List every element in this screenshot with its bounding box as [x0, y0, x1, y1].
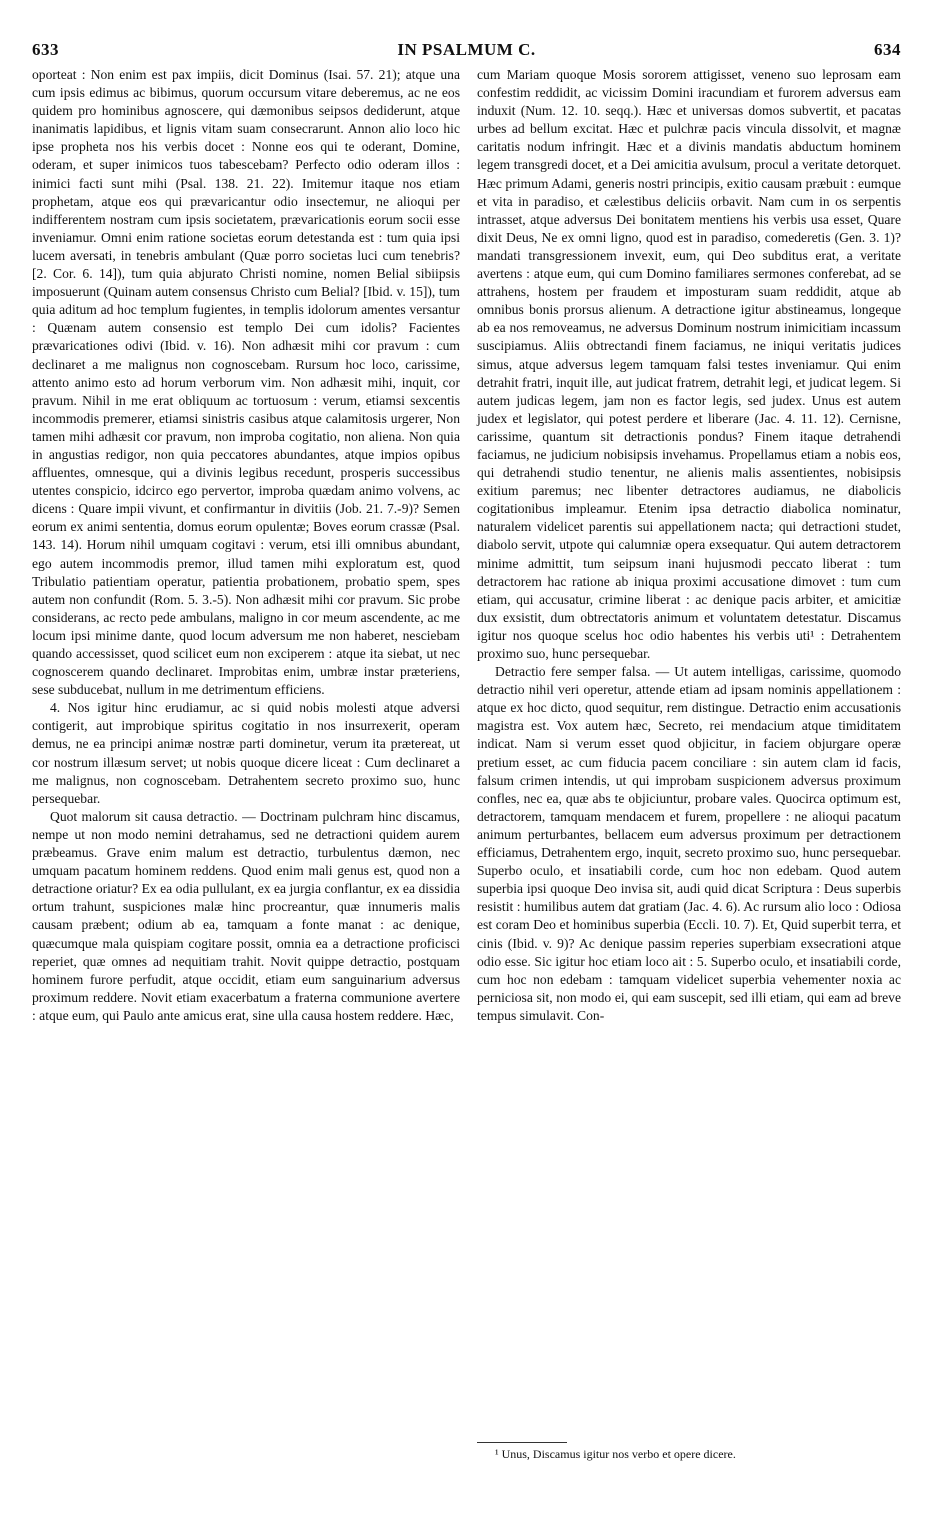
page-number-left: 633: [32, 40, 59, 59]
page-number-right: 634: [874, 40, 901, 59]
page-header: [32, 40, 901, 64]
left-column: [32, 66, 460, 1025]
right-column: [477, 66, 901, 1025]
footnote-divider: [477, 1442, 567, 1443]
paragraph: Quot malorum sit causa detractio. — Doctrinam pulchram hinc discamus, nempe ut non modo nemini detrahamus, sed ne detractioni quidem aurem præbeamus. Grave enim malum est detractio, turbulentus dæmon, nec umquam pacatum hominem reddens. Quod enim mali genus est, quod non a detractione oriatur? Ex ea odia pullulant, ex ea jurgia conflantur, ex ea dissidia ortum trahunt, suspiciones malæ hinc procreantur, quæ innumeris malis causam præbent; odium ab ea, tamquam a fonte manat : ac denique, quæcumque mala quispiam cogitare possit, omnia ea a detractione proficisci reperiet, quæ omnes ad nequitiam trahit. Novit quippe detractio, postquam hominem furore perfudit, atque occidit, etiam eum sanguinarium adversus proximum reddere. Novit etiam exacerbatum a fraterna communione avertere : atque eum, qui Paulo ante amicus erat, sine ulla causa hostem reddere. Hæc,: [32, 808, 460, 1023]
footnote: ¹ Unus, Discamus igitur nos verbo et opere dicere.: [495, 1447, 736, 1461]
paragraph: oporteat : Non enim est pax impiis, dicit Dominus (Isai. 57. 21); atque una cum ipsis edimus ac bibimus, quorum occursum vitare deberemus, ac ne eos quidem pro hominibus agnoscere, qui dæmonibus seipsos dediderunt, atque inanimatis lapidibus, et lignis vitam suam consecrarunt. Annon alio loco hic ipse propheta nos his verbis docet : Nonne eos qui te oderant, Domine, oderam, et super inimicos tuos tabescebam? Perfecto odio oderam illos : inimici facti sunt mihi (Psal. 138. 21. 22). Imitemur itaque nos etiam prophetam, atque eos qui prævaricantur odio insectemur, ne alioqui per indifferentem nostram cum ipsis societatem, prævaricationis eorum socii esse inveniamur. Omni enim ratione societas eorum detestanda est : tum quia ipsi lucem aversati, in tenebris ambulant (Quæ porro societas luci cum tenebris? [2. Cor. 6. 14]), tum quia abjurato Christi nomine, nomen Belial sibiipsis imposuerunt (Quinam autem consensus Christo cum Belial? [Ibid. v. 15]), tum quia aditum ad hoc templum fugientes, in templis idolorum amentes versantur : Quænam autem consensio est templo Dei cum idolis? Facientes prævaricationes odivi (Ibid. v. 16). Non adhæsit mihi cor pravum : cum declinaret a me malignus non cognoscebam. Rursum hoc loco, carissime, attento animo esto ad horum verborum vim. Non adhæsit mihi, inquit, cor pravum. Nihil in me erat obliquum ac tortuosum : verum, etiamsi sexcentis incommodis premerer, etiamsi sinistris casibus atque calamitosis urgerer, Non tamen mihi adhæsit cor pravum, non improba cogitatio, non aliena. Non quia in angustias redigor, non quia peccatores abundantes, atque impios opibus affluentes, omnesque, qui a divinis legibus recedunt, prosperis successibus utentes conspicio, idcirco ego pervertor, improba quædam animo volvens, ac dicens : Quare impii vivunt, et confirmantur in divitiis (Job. 21. 7.-9)? Semen eorum ex animi sententia, domus eorum opulentæ; Boves eorum crassæ (Psal. 143. 14). Horum nihil umquam cogitavi : verum, etsi illi omnibus abundant, ego autem incommodis premor, illud tamen mihi exploratum est, quod Tribulatio patientiam operatur, patientia probationem, probatio spem, spes autem non confundit (Rom. 5. 3.-5). Non adhæsit mihi cor pravum. Sic probe considerans, ac recto pede ambulans, maligno in cor meum ascendente, ac me locum ipsi minime dante, quod locum adversum me non haberet, nesciebam quando accessisset, quod scilicet eum non exciperem : atque ita siebat, ut nec cognoscerem quando declinaret. Improbitas enim, umbræ instar præteriens, sese subducebat, nullum in me detrimentum efficiens.: [32, 67, 460, 698]
paragraph: 4. Nos igitur hinc erudiamur, ac si quid nobis molesti atque adversi contigerit, aut improbique spiritus cogitatio in nos insurrexerit, operam demus, ne ea principi animæ nostræ parti dominetur, verum ita prætereat, ut cor nostrum illæsum servet; ut nobis quoque dicere liceat : Cum declinaret a me malignus, non cognoscebam. Detrahentem secreto proximo suo, hunc persequebar.: [32, 700, 460, 806]
running-title: IN PSALMUM C.: [397, 40, 536, 59]
paragraph: Detractio fere semper falsa. — Ut autem intelligas, carissime, quomodo detractio nihil veri operetur, attende etiam ad ipsam nominis appellationem : atque ex hoc dicto, quod sequitur, rem distingue. Detractio enim accusationis magistra est. Vox autem hæc, Secreto, rei mendacium atque timiditatem indicat. Nam si verum esset quod objicitur, in faciem objurgare operæ pretium esset, ac cum fiducia pacem conciliare : sin autem clam id facis, falsum crimen intendis, ut qui improbam suspicionem adversus proximum confles, nec ea, quæ abs te objiciuntur, probare vales. Quocirca optimum est, detractorem, tamquam mendacem et furem, propellere : ne alioqui pacatum animum perturbantes, bellacem eum adversus proximum per detractionem efficiamus, Detrahentem ergo, inquit, secreto proximo suo, hunc persequebar. Superbo oculo, et insatiabili corde, cum hoc non edebam. Quod autem superbia ipsi quoque Deo invisa sit, audi quid dicat Scriptura : Deus superbis resistit : humilibus autem dat gratiam (Jac. 4. 6). Ac rursum alio loco : Odiosa est coram Deo et hominibus superbia (Eccli. 10. 7). Et, Quid superbit terra, et cinis (Ibid. v. 9)? Ac denique passim reperies superbiam exsecrationi atque odio esse. Sic igitur hoc etiam loco ait : 5. Superbo oculo, et insatiabili corde, cum hoc non edebam : tamquam videlicet superbia vehementer noxia ac perniciosa sit, non modo ei, qui eam suscepit, sed illi etiam, qui eam ad breve tempus simulavit. Con-: [477, 664, 901, 1023]
paragraph: cum Mariam quoque Mosis sororem attigisset, veneno suo leprosam eam confestim reddidit, ac vicissim Domini iracundiam et furorem adversus eam induxit (Num. 12. 10. seqq.). Hæc et universas domos subvertit, et pacatas urbes ad bellum excitat. Hæc et pulchræ pacis vincula dissolvit, et magnæ caritatis nodum infringit. Hæc et a divinis mandatis abductum hominem legem transgredi docet, et a Dei amicitia avulsum, procul a veritate detorquet. Hæc primum Adami, generis nostri principis, exitio causam præbuit : eumque et vita in paradiso, et cælestibus deliciis orbavit. Nam cum in os serpentis intrasset, atque adversus Dei bonitatem mentiens his verbis usa esset, Quare dixit Deus, Ne ex omni ligno, quod est in paradiso, comederetis (Gen. 3. 1)? mandati transgressionem invexit, eum, qui Deo subditus erat, a veritate avertens : atque eum, qui cum Domino familiares sermones conferebat, ad se attrahens, hostem per fraudem et imposturam suam reddidit, atque ab omnibus bonis prorsus alienum. A detractione igitur abstineamus, longeque ab ea nos removeamus, ne adversus Dominum nostrum inimicitiam incassum suscipiamus. Aliis obtrectandi finem faciamus, ne iniqui veritatis judices simus, atque adversus legem tamquam falsi testes inveniamur. Qui enim detrahit fratri, inquit ille, aut judicat fratrem, detrahit legi, et judicat legem. Si autem judicas legem, jam non es factor legis, sed judex. Unus est autem judex et legislator, qui potest perdere et liberare (Jac. 4. 11. 12). Cernisne, carissime, quantum sit detractionis pondus? Finem itaque detrahendi faciamus, ne judicium nobisipsis invehamus. Propellamus etiam a nobis eos, qui detrahendi studio tenentur, ne alienis malis assentientes, nobisipsis exitium paremus; nec libenter detractores audiamus, ne diabolicis cogitationibus impleamur. Etenim ipsa detractio diabolica nominatur, naturalem videlicet parentis sui appellationem nacta; qui detractioni studet, diabolo servit, utpote qui calumniæ opera exsequatur. Qui autem detractorem minime admittit, tum seipsum inani hujusmodi peccato liberat : tum detractorem hac ratione ab iniqua proximi accusatione dimovet : tum cum etiam, qui accusatur, crimine liberat : ac denique pacis arbiter, et amicitiæ dux exsistit, dum obtrectatoris animum et voluntatem detestatur. Discamus igitur nos quoque scelus hoc odio habentes his verbis uti¹ : Detrahentem proximo suo, hunc persequebar.: [477, 67, 901, 661]
